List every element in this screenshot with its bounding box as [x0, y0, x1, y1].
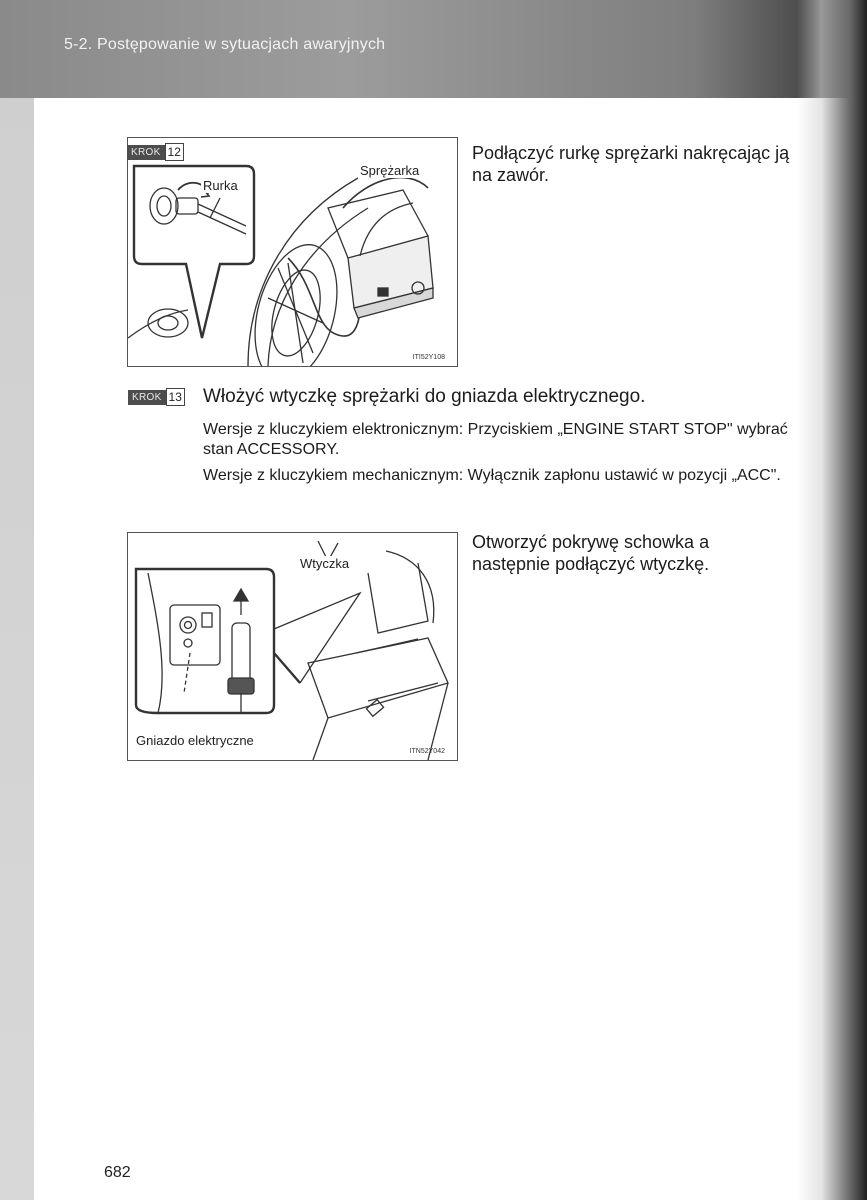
- step-number: 13: [166, 388, 185, 406]
- page-number: 682: [104, 1164, 131, 1181]
- page-header: [0, 0, 867, 98]
- open-compartment-instruction: Otworzyć pokrywę schowka a następnie podłączyć wtyczkę.: [472, 532, 710, 574]
- step-label: KROK: [128, 390, 166, 405]
- figure-code: ITN52Y042: [409, 748, 445, 755]
- step-13-instruction: Włożyć wtyczkę sprężarki do gniazda elektrycznego.: [203, 386, 646, 407]
- step-12-badge: [127, 143, 184, 161]
- step-label: KROK: [127, 145, 165, 160]
- note-electronic-key: Wersje z kluczykiem elektronicznym: Przyciskiem „ENGINE START STOP" wybrać stan ACCESSORY.: [203, 421, 788, 458]
- step-number: 12: [165, 143, 184, 161]
- left-margin-strip: [0, 98, 34, 1200]
- step-13-badge: [128, 388, 185, 406]
- plug-label: Wtyczka: [300, 556, 350, 571]
- figure-code: ITI52Y108: [412, 354, 445, 361]
- hose-label: Rurka: [203, 178, 238, 193]
- compressor-label: Sprężarka: [360, 163, 420, 178]
- power-socket-drawing: [128, 533, 457, 760]
- power-socket-illustration: [127, 532, 458, 761]
- note-mechanical-key: Wersje z kluczykiem mechanicznym: Wyłącznik zapłonu ustawić w pozycji „ACC".: [203, 467, 781, 484]
- socket-label: Gniazdo elektryczne: [136, 733, 254, 748]
- compressor-hose-illustration: [127, 137, 458, 367]
- section-title: 5-2. Postępowanie w sytuacjach awaryjnych: [64, 36, 386, 53]
- step-12-instruction: Podłączyć rurkę sprężarki nakręcając ją na zawór.: [472, 143, 790, 185]
- page-edge-shadow: [797, 0, 867, 1200]
